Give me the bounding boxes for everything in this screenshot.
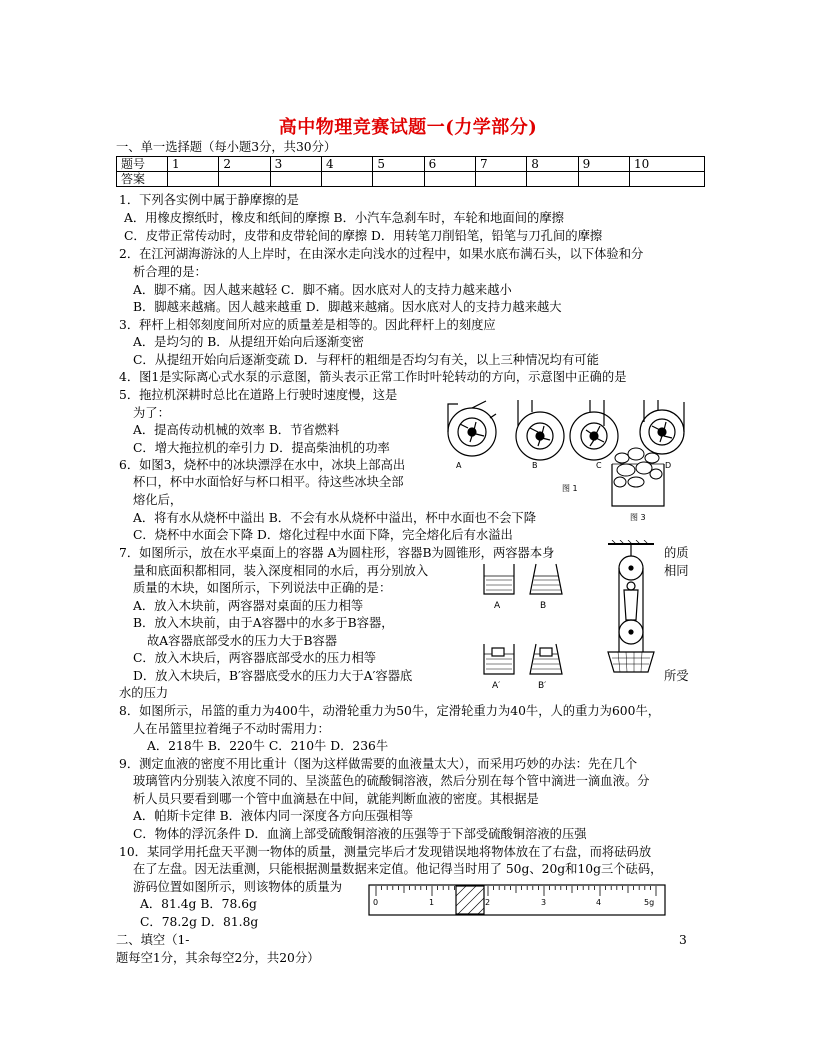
ruler-tick-label: 3 — [541, 898, 547, 907]
table-cell-number: 10 — [629, 157, 704, 172]
question-line: 为了： — [133, 406, 170, 420]
option-line: A．脚不痛。因人越来越轻 C．脚不痛。因水底对人的支持力越来越小 — [133, 283, 512, 297]
table-cell-number: 4 — [321, 157, 372, 172]
table-head-answer: 答案 — [117, 172, 168, 187]
question-line: 10．某同学用托盘天平测一物体的质量，测量完毕后才发现错误地将物体放在了右盘，而将砝码放 — [119, 845, 652, 859]
ice-cubes — [614, 448, 662, 487]
pump-a-diagram — [448, 401, 496, 456]
question-line: 在了左盘。因无法重测，只能根据测量数据来定值。他记得当时用了 50g、20g和10g三个砝码， — [133, 862, 663, 876]
question-line: 量和底面积都相同，装入深度相同的水后，再分别放入 — [133, 564, 429, 578]
pump-label: D — [665, 461, 672, 470]
answer-cell[interactable] — [321, 172, 372, 187]
page-title: 高中物理竞赛试题一(力学部分) — [278, 117, 538, 138]
question-line: 玻璃管内分别装入浓度不同的、呈淡蓝色的硫酸铜溶液，然后分别在每个管中滴进一滴血液。分 — [133, 774, 650, 788]
question-line: 析人员只要看到哪一个管中血滴悬在中间，就能判断血液的密度。其根据是 — [133, 792, 539, 806]
table-cell-number: 6 — [424, 157, 475, 172]
question-line: 1．下列各实例中属于静摩擦的是 — [119, 193, 299, 207]
balance-rider-ruler — [368, 884, 668, 918]
question-line: 人在吊篮里拉着绳子不动时需用力： — [133, 722, 330, 736]
question-line: 质量的木块，如图所示，下列说法中正确的是： — [133, 581, 392, 595]
option-line: A．81.4g B．78.6g — [140, 897, 257, 911]
basket-weave — [612, 652, 650, 672]
option-line: A．提高传动机械的效率 B．节省燃料 — [133, 423, 340, 437]
figure-1-label: 图 1 — [562, 484, 578, 493]
table-cell-number: 3 — [270, 157, 321, 172]
option-line: A．放入木块前，两容器对桌面的压力相等 — [133, 599, 364, 613]
ruler-tick-label: 4 — [596, 898, 602, 907]
section-1-heading: 一、单一选择题（每小题3分，共30分） — [116, 140, 337, 154]
option-line: 水的压力 — [119, 686, 169, 700]
option-line: A．是均匀的 B．从提纽开始向后逐渐变密 — [133, 335, 364, 349]
rider-slider — [456, 886, 484, 914]
ruler-tick-label: 5g — [644, 898, 655, 907]
ruler-tick-label: 2 — [485, 898, 491, 907]
option-line: A．帕斯卡定律 B．液体内同一深度各方向压强相等 — [133, 809, 414, 823]
answer-cell[interactable] — [424, 172, 475, 187]
q7-tail-text: 所受 — [664, 669, 689, 683]
container-label: A — [494, 601, 501, 611]
option-line: C．78.2g D．81.8g — [140, 915, 259, 929]
option-line: C．物体的浮沉条件 D．血滴上部受硫酸铜溶液的压强等于下部受硫酸铜溶液的压强 — [133, 827, 587, 841]
q7-tail-text: 的质 — [664, 546, 689, 560]
option-line: A．用橡皮擦纸时，橡皮和纸间的摩擦 B．小汽车急刹车时，车轮和地面间的摩擦 — [124, 211, 564, 225]
option-line: C．增大拖拉机的牵引力 D．提高柴油机的功率 — [133, 441, 390, 455]
pump-label: B — [532, 461, 538, 470]
table-cell-number: 1 — [168, 157, 219, 172]
question-line: 8．如图所示，吊篮的重力为400牛，动滑轮重力为50牛，定滑轮重力为40牛，人的重力为600牛， — [119, 704, 661, 718]
option-line: D．放入木块后，B′容器底受水的压力大于A′容器底 — [133, 669, 413, 683]
option-line: C．烧杯中水面会下降 D．熔化过程中水面下降，完全熔化后有水溢出 — [133, 528, 513, 542]
table-head-number: 题号 — [117, 157, 168, 172]
section-2-heading-cont: 题每空1分，其余每空2分，共20分） — [116, 951, 320, 965]
container-label: A′ — [492, 681, 501, 690]
question-line: 5．拖拉机深耕时总比在道路上行驶时速度慢，这是 — [119, 388, 398, 402]
option-line: C．皮带正常传动时，皮带和皮带轮间的摩擦 D．用转笔刀削铅笔，铅笔与刀孔间的摩擦 — [124, 229, 603, 243]
question-line: 2．在江河湖海游泳的人上岸时，在由深水走向浅水的过程中，如果水底布满石头，以下体验和分 — [119, 247, 644, 261]
answer-cell[interactable] — [219, 172, 270, 187]
table-cell-number: 8 — [527, 157, 578, 172]
answer-table — [116, 156, 705, 187]
pump-label: C — [596, 461, 602, 470]
beaker-ice-figure — [604, 446, 676, 524]
table-cell-number: 7 — [475, 157, 526, 172]
figure-3-label: 图 3 — [630, 513, 646, 522]
pump-label: A — [456, 461, 462, 470]
option-line: C．从提纽开始向后逐渐变疏 D．与秤杆的粗细是否均匀有关，以上三种情况均有可能 — [133, 353, 599, 367]
question-line: 熔化后， — [133, 493, 183, 507]
q7-tail-text: 相同 — [664, 564, 689, 578]
table-cell-number: 5 — [373, 157, 424, 172]
ruler-ticks — [376, 886, 656, 896]
question-line: 析合理的是： — [133, 265, 207, 279]
option-line: 故A容器底部受水的压力大于B容器 — [147, 634, 338, 648]
question-line: 杯口，杯中水面恰好与杯口相平。待这些冰块全部 — [133, 475, 404, 489]
answer-cell[interactable] — [578, 172, 629, 187]
answer-cell[interactable] — [270, 172, 321, 187]
section-2-heading: 二、填空（1- — [116, 933, 190, 947]
table-cell-number: 9 — [578, 157, 629, 172]
question-line: 9．测定血液的密度不用比重计（图为这样做需要的血液量太大），而采用巧妙的办法：先在几个 — [119, 757, 638, 771]
answer-cell[interactable] — [168, 172, 219, 187]
question-line: 7．如图所示，放在水平桌面上的容器 A为圆柱形，容器B为圆锥形，两容器本身 — [119, 546, 555, 560]
option-line: A．将有水从烧杯中溢出 B．不会有水从烧杯中溢出，杯中水面也不会下降 — [133, 511, 537, 525]
pump-b-diagram — [516, 400, 564, 460]
option-line: A．218牛 B．220牛 C．210牛 D．236牛 — [147, 739, 389, 753]
answer-cell[interactable] — [527, 172, 578, 187]
container-figure — [478, 558, 588, 690]
container-label: B — [540, 601, 547, 611]
answer-cell[interactable] — [629, 172, 704, 187]
answer-table-answer-row — [117, 172, 705, 187]
ruler-tick-label: 0 — [373, 898, 379, 907]
option-line: B．放入木块前，由于A容器中的水多于B容器， — [133, 616, 394, 630]
answer-cell[interactable] — [475, 172, 526, 187]
option-line: C．放入木块后，两容器底部受水的压力相等 — [133, 651, 377, 665]
table-cell-number: 2 — [219, 157, 270, 172]
question-line: 游码位置如图所示，则该物体的质量为 — [133, 880, 343, 894]
section-2-number: 3 — [679, 933, 687, 947]
question-line: 4．图1是实际离心式水泵的示意图，箭头表示正常工作时叶轮转动的方向，示意图中正确的是 — [119, 370, 627, 384]
pulley-basket-figure — [598, 540, 664, 682]
question-line: 3．秤杆上相邻刻度间所对应的质量差是相等的。因此秤杆上的刻度应 — [119, 318, 496, 332]
question-line: 6．如图3，烧杯中的冰块漂浮在水中，冰块上部高出 — [119, 458, 406, 472]
ruler-tick-label: 1 — [429, 898, 435, 907]
option-line: B．脚越来越痛。因人越来越重 D．脚越来越痛。因水底对人的支持力越来越大 — [133, 300, 562, 314]
answer-cell[interactable] — [373, 172, 424, 187]
container-label: B′ — [538, 681, 547, 690]
answer-table-number-row — [117, 157, 705, 172]
